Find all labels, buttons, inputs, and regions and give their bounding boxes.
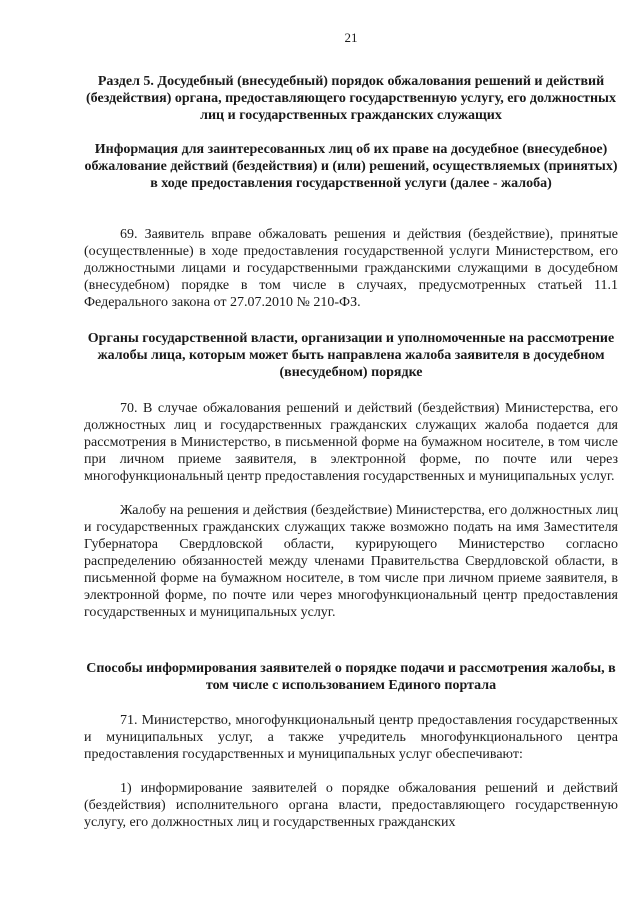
page-number: 21 <box>344 30 358 45</box>
informing-methods-heading: Способы информирования заявителей о порядке подачи и рассмотрения жалобы, в том числе с использованием Единого портала <box>86 661 616 693</box>
section-5-heading: Раздел 5. Досудебный (внесудебный) порядок обжалования решений и действий (бездействия) органа, предоставляющего государственную услугу, его должностных лиц и государственных гражданских служащих <box>86 74 616 123</box>
paragraph-69: 69. Заявитель вправе обжаловать решения и действия (бездействие), принятые (осуществленные) в ходе предоставления государственной услуги Министерством, его должностными лицами и государственными гражданскими служащими в досудебном (внесудебном) порядке в том числе в случаях, предусмотренных статьей 11.1 Федерального закона от 27.07.2010 № 210-ФЗ. <box>84 227 618 310</box>
paragraph-70: 70. В случае обжалования решений и действий (бездействия) Министерства, его должностных лиц и государственных гражданских служащих жалоба подается для рассмотрения в Министерство, в письменной форме на бумажном носителе, в том числе при личном приеме заявителя, в электронной форме, по почте или через многофункциональный центр предоставления государственных и муниципальных услуг. <box>84 401 618 484</box>
authorities-heading: Органы государственной власти, организации и уполномоченные на рассмотрение жалобы лица, которым может быть направлена жалоба заявителя в досудебном (внесудебном) порядке <box>87 331 615 380</box>
appeal-info-heading: Информация для заинтересованных лиц об их праве на досудебное (внесудебное) обжалование действий (бездействия) и (или) решений, осуществляемых (принятых) в ходе предоставления государственной услуги (далее - жалоба) <box>84 142 618 191</box>
paragraph-71: 71. Министерство, многофункциональный центр предоставления государственных и муниципальных услуг, а также учредитель многофункционального центра предоставления государственных и муниципальных услуг обеспечивают: <box>84 713 618 762</box>
paragraph-71-item-1: 1) информирование заявителей о порядке обжалования решений и действий (бездействия) исполнительного органа власти, предоставляющего государственную услугу, его должностных лиц и государственных гражданских <box>84 781 618 830</box>
paragraph-70-continued: Жалобу на решения и действия (бездействие) Министерства, его должностных лиц и государственных гражданских служащих также возможно подать на имя Заместителя Губернатора Свердловской области, курирующего Министерство согласно распределению обязанностей между членами Правительства Свердловской области, в письменной форме на бумажном носителе, в том числе при личном приеме заявителя, в электронной форме, по почте или через многофункциональный центр предоставления государственных и муниципальных услуг. <box>84 503 618 620</box>
